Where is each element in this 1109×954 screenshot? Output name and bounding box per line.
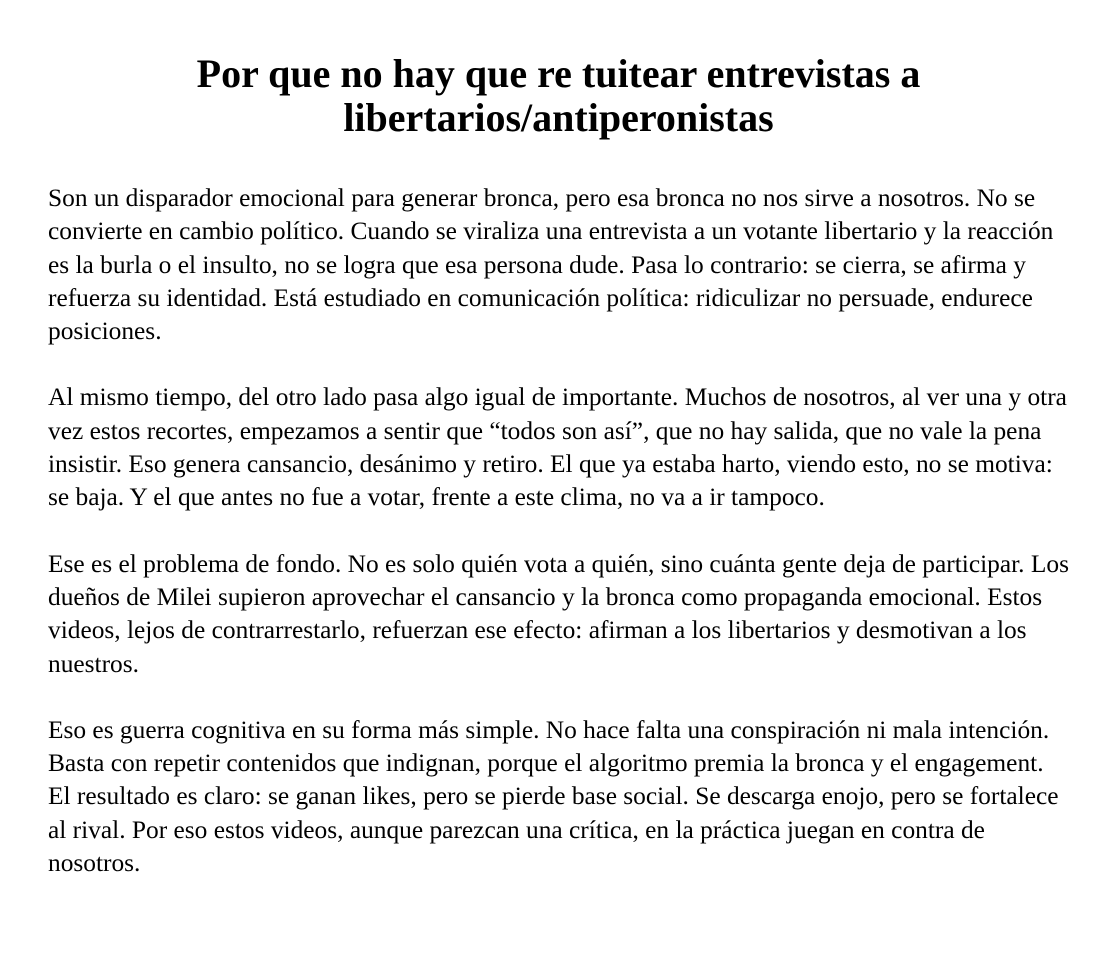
paragraph-2: Al mismo tiempo, del otro lado pasa algo igual de importante. Muchos de nosotros, al ver una y otra vez estos recortes, empezamos a sentir que “todos son así”, que no hay salida, que no vale la pena insistir. Eso genera cansancio, desánimo y retiro. El que ya estaba harto, viendo esto, no se motiva: se baja. Y el que antes no fue a votar, frente a este clima, no va a ir tampoco. <box>48 383 1067 512</box>
paragraph-4: Eso es guerra cognitiva en su forma más simple. No hace falta una conspiración ni mala intención. Basta con repetir contenidos que indignan, porque el algoritmo premia la bronca y el engagement. El resultado es claro: se ganan likes, pero se pierde base social. Se descarga enojo, pero se fortalece al rival. Por eso estos videos, aunque parezcan una crítica, en la práctica juegan en contra de nosotros. <box>48 715 1059 878</box>
page-title: Por que no hay que re tuitear entrevistas a libertarios/antiperonistas <box>196 51 921 140</box>
paragraph-3: Ese es el problema de fondo. No es solo quién vota a quién, sino cuánta gente deja de participar. Los dueños de Milei supieron aprovechar el cansancio y la bronca como propaganda emocional. Estos videos, lejos de contrarrestarlo, refuerzan ese efecto: afirman a los libertarios y desmotivan a los nuestros. <box>48 549 1069 678</box>
paragraph-1: Son un disparador emocional para generar bronca, pero esa bronca no nos sirve a nosotros. No se convierte en cambio político. Cuando se viraliza una entrevista a un votante libertario y la reacción es la burla o el insulto, no se logra que esa persona dude. Pasa lo contrario: se cierra, se afirma y refuerza su identidad. Está estudiado en comunicación política: ridiculizar no persuade, endurece posiciones. <box>48 184 1054 346</box>
